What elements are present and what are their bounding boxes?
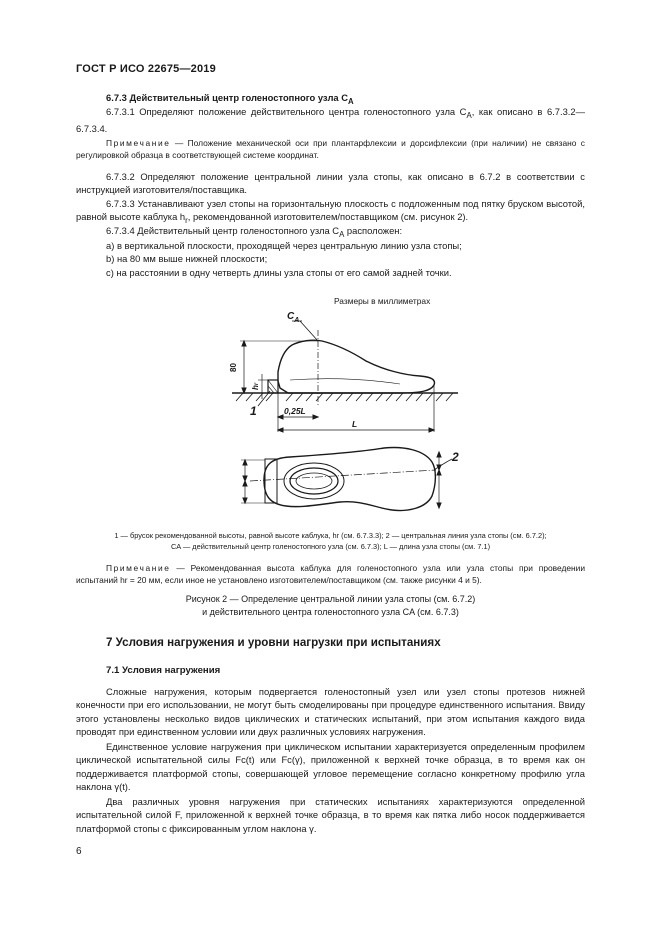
label-l: L: [352, 419, 358, 429]
label-025l: 0,25L: [284, 406, 306, 416]
section-6-7-3-title: 6.7.3 Действительный центр голеностопного узла $C_A$: [106, 92, 354, 106]
list-item: a) в вертикальной плоскости, проходящей через центральную линию узла стопы;: [106, 240, 462, 251]
top-view-heel-block: [265, 459, 277, 503]
paragraph-6-7-3-4: 6.7.3.4 Действительный центр голеностопного узла $C_A$ расположен:: [106, 225, 403, 239]
section-7-title: 7 Условия нагружения и уровни нагрузки при испытаниях: [106, 636, 441, 649]
label-hr: hr: [251, 382, 260, 390]
paragraph-6-7-3-2: 6.7.3.2 Определяют положение центральной линии узла стопы, как описано в 6.7.2 в соответствии с инструкцией изготовителя/поставщика.: [76, 171, 585, 196]
standard-header: ГОСТ Р ИСО 22675—2019: [76, 63, 216, 75]
label-80: 80: [229, 363, 238, 372]
list-item: b) на 80 мм выше нижней плоскости;: [106, 253, 268, 265]
list-item: c) на расстоянии в одну четверть длины узла стопы от его самой задней точки.: [106, 266, 452, 278]
note-1: Примечание — Положение механической оси при плантарфлексии и дорсифлексии (при наличии) не связано с регулировкой образца в соответствующей системе координат.: [76, 138, 585, 160]
label-1: 1: [250, 404, 257, 418]
section-7-1-title: 7.1 Условия нагружения: [106, 665, 221, 676]
figure-legend: 1 — брусок рекомендованной высоты, равной высоте каблука, hr (см. 6.7.3.3); 2 — центральная линия узла стопы (см. 6.7.2); CA — действительный центр голеностопного узла (см. 6.7.3); L — длина узла стопы (см. 7.1): [114, 531, 547, 551]
paragraph-7-1-1: Сложные нагружения, которым подвергается голеностопный узел или узел стопы протезов нижней конечности при его использовании, не могут быть смоделированы при процедуре единственного испытания. Ввиду этого установлены несколько видов циклических и статических испытаний, при этом испытания каждого вида проводят при единственном условии или двух различных условиях нагружения.: [76, 686, 585, 738]
paragraph-7-1-2: Единственное условие нагружения при циклическом испытании характеризуется определенным профилем циклической испытательной силы Fc(t) или Fc(γ), приложенной к верхней точке образца, в то время как он поддерживается платформой стопы, совершающей угловое перемещение согласно конкретному профилю угла наклона γ(t).: [76, 741, 585, 793]
figure-caption: Рисунок 2 — Определение центральной линии узла стопы (см. 6.7.2) и действительного центра голеностопного узла CA (см. 6.7.3): [185, 594, 476, 617]
note-2: Примечание — Рекомендованная высота каблука для голеностопного узла или узла стопы при проведении испытаний hr = 20 мм, если иное не установлено изготовителем/поставщиком (см. также рисунки 4 и 5).: [76, 563, 585, 585]
dimensions-note: Размеры в миллиметрах: [334, 296, 431, 306]
paragraph-6-7-3-3: 6.7.3.3 Устанавливают узел стопы на горизонтальную плоскость с подложенным под пятку бруском высотой, равной высоте каблука $h_r$, рекомендованной изготовителем/поставщиком (см. рисунок 2).: [76, 198, 585, 226]
paragraph-6-7-3-1: 6.7.3.1 Определяют положение действительного центра голеностопного узла $C_A$, как описано в 6.7.3.2—6.7.3.4.: [76, 106, 585, 135]
label-ca: $C_A$: [287, 311, 300, 324]
page-number: 6: [76, 846, 82, 857]
ground-hatching: [236, 393, 453, 401]
foot-side-profile: [278, 340, 434, 393]
label-2: 2: [452, 450, 459, 464]
paragraph-7-1-3: Два различных уровня нагружения при статических испытаниях характеризуются определенной испытательной силой F, приложенной к верхней точке образца, в то время как пятка либо носок поддерживается платформой стопы с фиксированным углом наклона γ.: [76, 796, 585, 834]
